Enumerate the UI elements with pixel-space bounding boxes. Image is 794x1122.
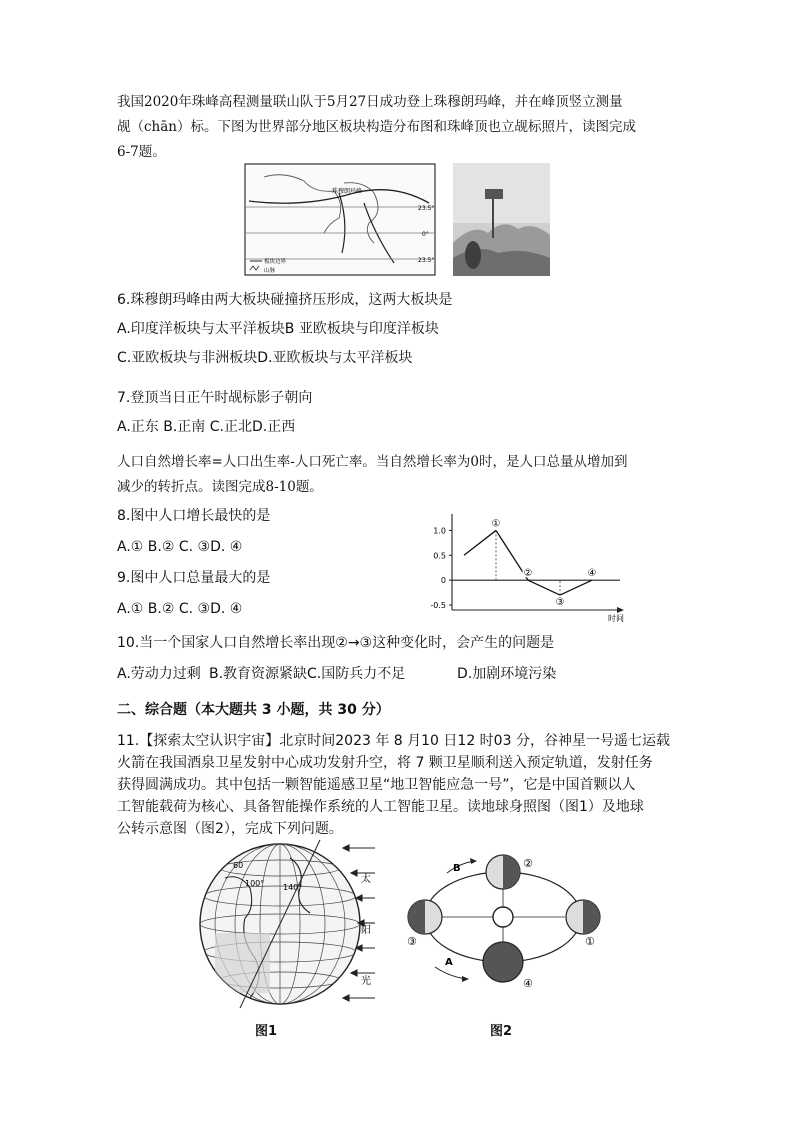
question-6: [117, 287, 717, 371]
sun-icon: [493, 907, 513, 927]
question-10: [117, 630, 717, 687]
series-line-segment: [560, 580, 592, 595]
y-tick-label: 0: [440, 576, 446, 586]
question-stem: 6.珠穆朗玛峰由两大板块碰撞挤压形成，这两大板块是: [117, 292, 453, 308]
x-axis-label: 时间: [608, 614, 624, 623]
y-tick-label: -0.5: [430, 601, 446, 611]
data-point-label: ④: [587, 568, 597, 580]
intro-line: 我国2020年珠峰高程测量联山队于5月27日成功登上珠穆朗玛峰，并在峰顶竖立测量: [117, 94, 623, 110]
position-2-label: ②: [523, 857, 533, 870]
option-a: A.劳动力过剩: [117, 666, 201, 682]
arrow-b-head: [470, 858, 477, 864]
sunlight-label: 阳: [361, 925, 371, 936]
question-stem: 7.登顶当日正午时觇标影子朝向: [117, 390, 313, 406]
plate-map-figure: [244, 163, 436, 276]
q11-line: 获得圆满成功。其中包括一颗智能遥感卫星“地卫智能应急一号”，它是中国首颗以人: [117, 777, 636, 793]
y-tick-label: 0.5: [433, 551, 446, 561]
q11-line: 11.【探索太空认识宇宙】北京时间2023 年 8 月10 日12 时03 分，谷神星一号遥七运载: [117, 733, 670, 749]
sunlight-label: 太: [361, 874, 371, 885]
section-2-title: 二、综合题（本大题共 3 小题，共 30 分）: [117, 702, 390, 718]
q11-line: 工智能载荷为核心、具备智能操作系统的人工智能卫星。读地球身照图（图1）及地球: [117, 799, 644, 815]
question-options: A.① B.② C. ③D. ④: [117, 601, 243, 617]
lon-140-label: 140°: [283, 883, 303, 892]
intro-line: 6-7题。: [117, 144, 166, 160]
intro-8-10: [117, 450, 697, 500]
y-tick-label: 1.0: [433, 526, 446, 536]
data-point-label: ①: [491, 518, 501, 530]
question-options: [117, 661, 717, 687]
question-9: [117, 565, 417, 622]
intro-line: 人口自然增长率=人口出生率-人口死亡率。当自然增长率为0时，是人口总量从增加到: [117, 454, 628, 470]
arrow-a-label: A: [445, 957, 453, 968]
data-point-label: ③: [555, 597, 565, 609]
x-axis-arrow: [617, 607, 624, 613]
option-d: D.加剧环境污染: [457, 666, 557, 682]
lat-60-label: 60: [233, 861, 244, 870]
figure-2-revolution: [405, 845, 605, 995]
series-line-segment: [464, 530, 496, 555]
position-3-label: ③: [407, 935, 417, 948]
lat-label: 23.5°: [418, 257, 435, 264]
position-1-label: ①: [585, 935, 595, 948]
earth-position-4: [483, 942, 523, 982]
question-stem: 10.当一个国家人口自然增长率出现②→③这种变化时，会产生的问题是: [117, 635, 555, 651]
legend-boundary: 板块边界: [264, 259, 287, 265]
option-c: C.国防兵力不足: [307, 666, 406, 682]
q11-line: 公转示意图（图2），完成下列问题。: [117, 821, 343, 837]
peak-label: 珠穆朗玛峰: [332, 188, 363, 195]
position-4-label: ④: [523, 977, 533, 990]
intro-6-7: [117, 90, 697, 165]
arrow-b-label: B: [453, 863, 461, 874]
question-11: [117, 730, 707, 840]
arrow-a-head: [462, 976, 469, 982]
question-stem: 9.图中人口总量最大的是: [117, 570, 271, 586]
question-options: A.正东 B.正南 C.正北D.正西: [117, 419, 296, 435]
legend-mountain: 山脉: [264, 268, 276, 274]
figure-1-caption: 图1: [255, 1024, 278, 1039]
figure-1-globe: [195, 838, 385, 1010]
question-options: A.① B.② C. ③D. ④: [117, 539, 243, 555]
question-7: [117, 385, 717, 440]
lon-100-label: 100°: [245, 879, 265, 888]
figure-2-caption: 图2: [490, 1024, 513, 1039]
population-growth-chart: [420, 510, 630, 625]
question-options: C.亚欧板块与非洲板块D.亚欧板块与太平洋板块: [117, 350, 413, 366]
lat-label: 0°: [422, 231, 429, 238]
intro-line: 减少的转折点。读图完成8-10题。: [117, 479, 323, 495]
option-b: B.教育资源紧缺: [209, 666, 308, 682]
sunlight-label: 光: [361, 976, 371, 987]
series-line-segment: [528, 580, 560, 595]
intro-line: 觇（chān）标。下图为世界部分地区板块构造分布图和珠峰顶也立觇标照片，读图完成: [117, 119, 636, 135]
q11-line: 火箭在我国酒泉卫星发射中心成功发射升空，将 7 颗卫星顺利送入预定轨道，发射任务: [117, 755, 653, 771]
question-8: [117, 503, 417, 560]
data-point-label: ②: [523, 568, 533, 580]
summit-photo: [453, 163, 550, 276]
question-stem: 8.图中人口增长最快的是: [117, 508, 271, 524]
question-options: A.印度洋板块与太平洋板块B 亚欧板块与印度洋板块: [117, 321, 439, 337]
lat-label: 23.5°: [418, 205, 435, 212]
